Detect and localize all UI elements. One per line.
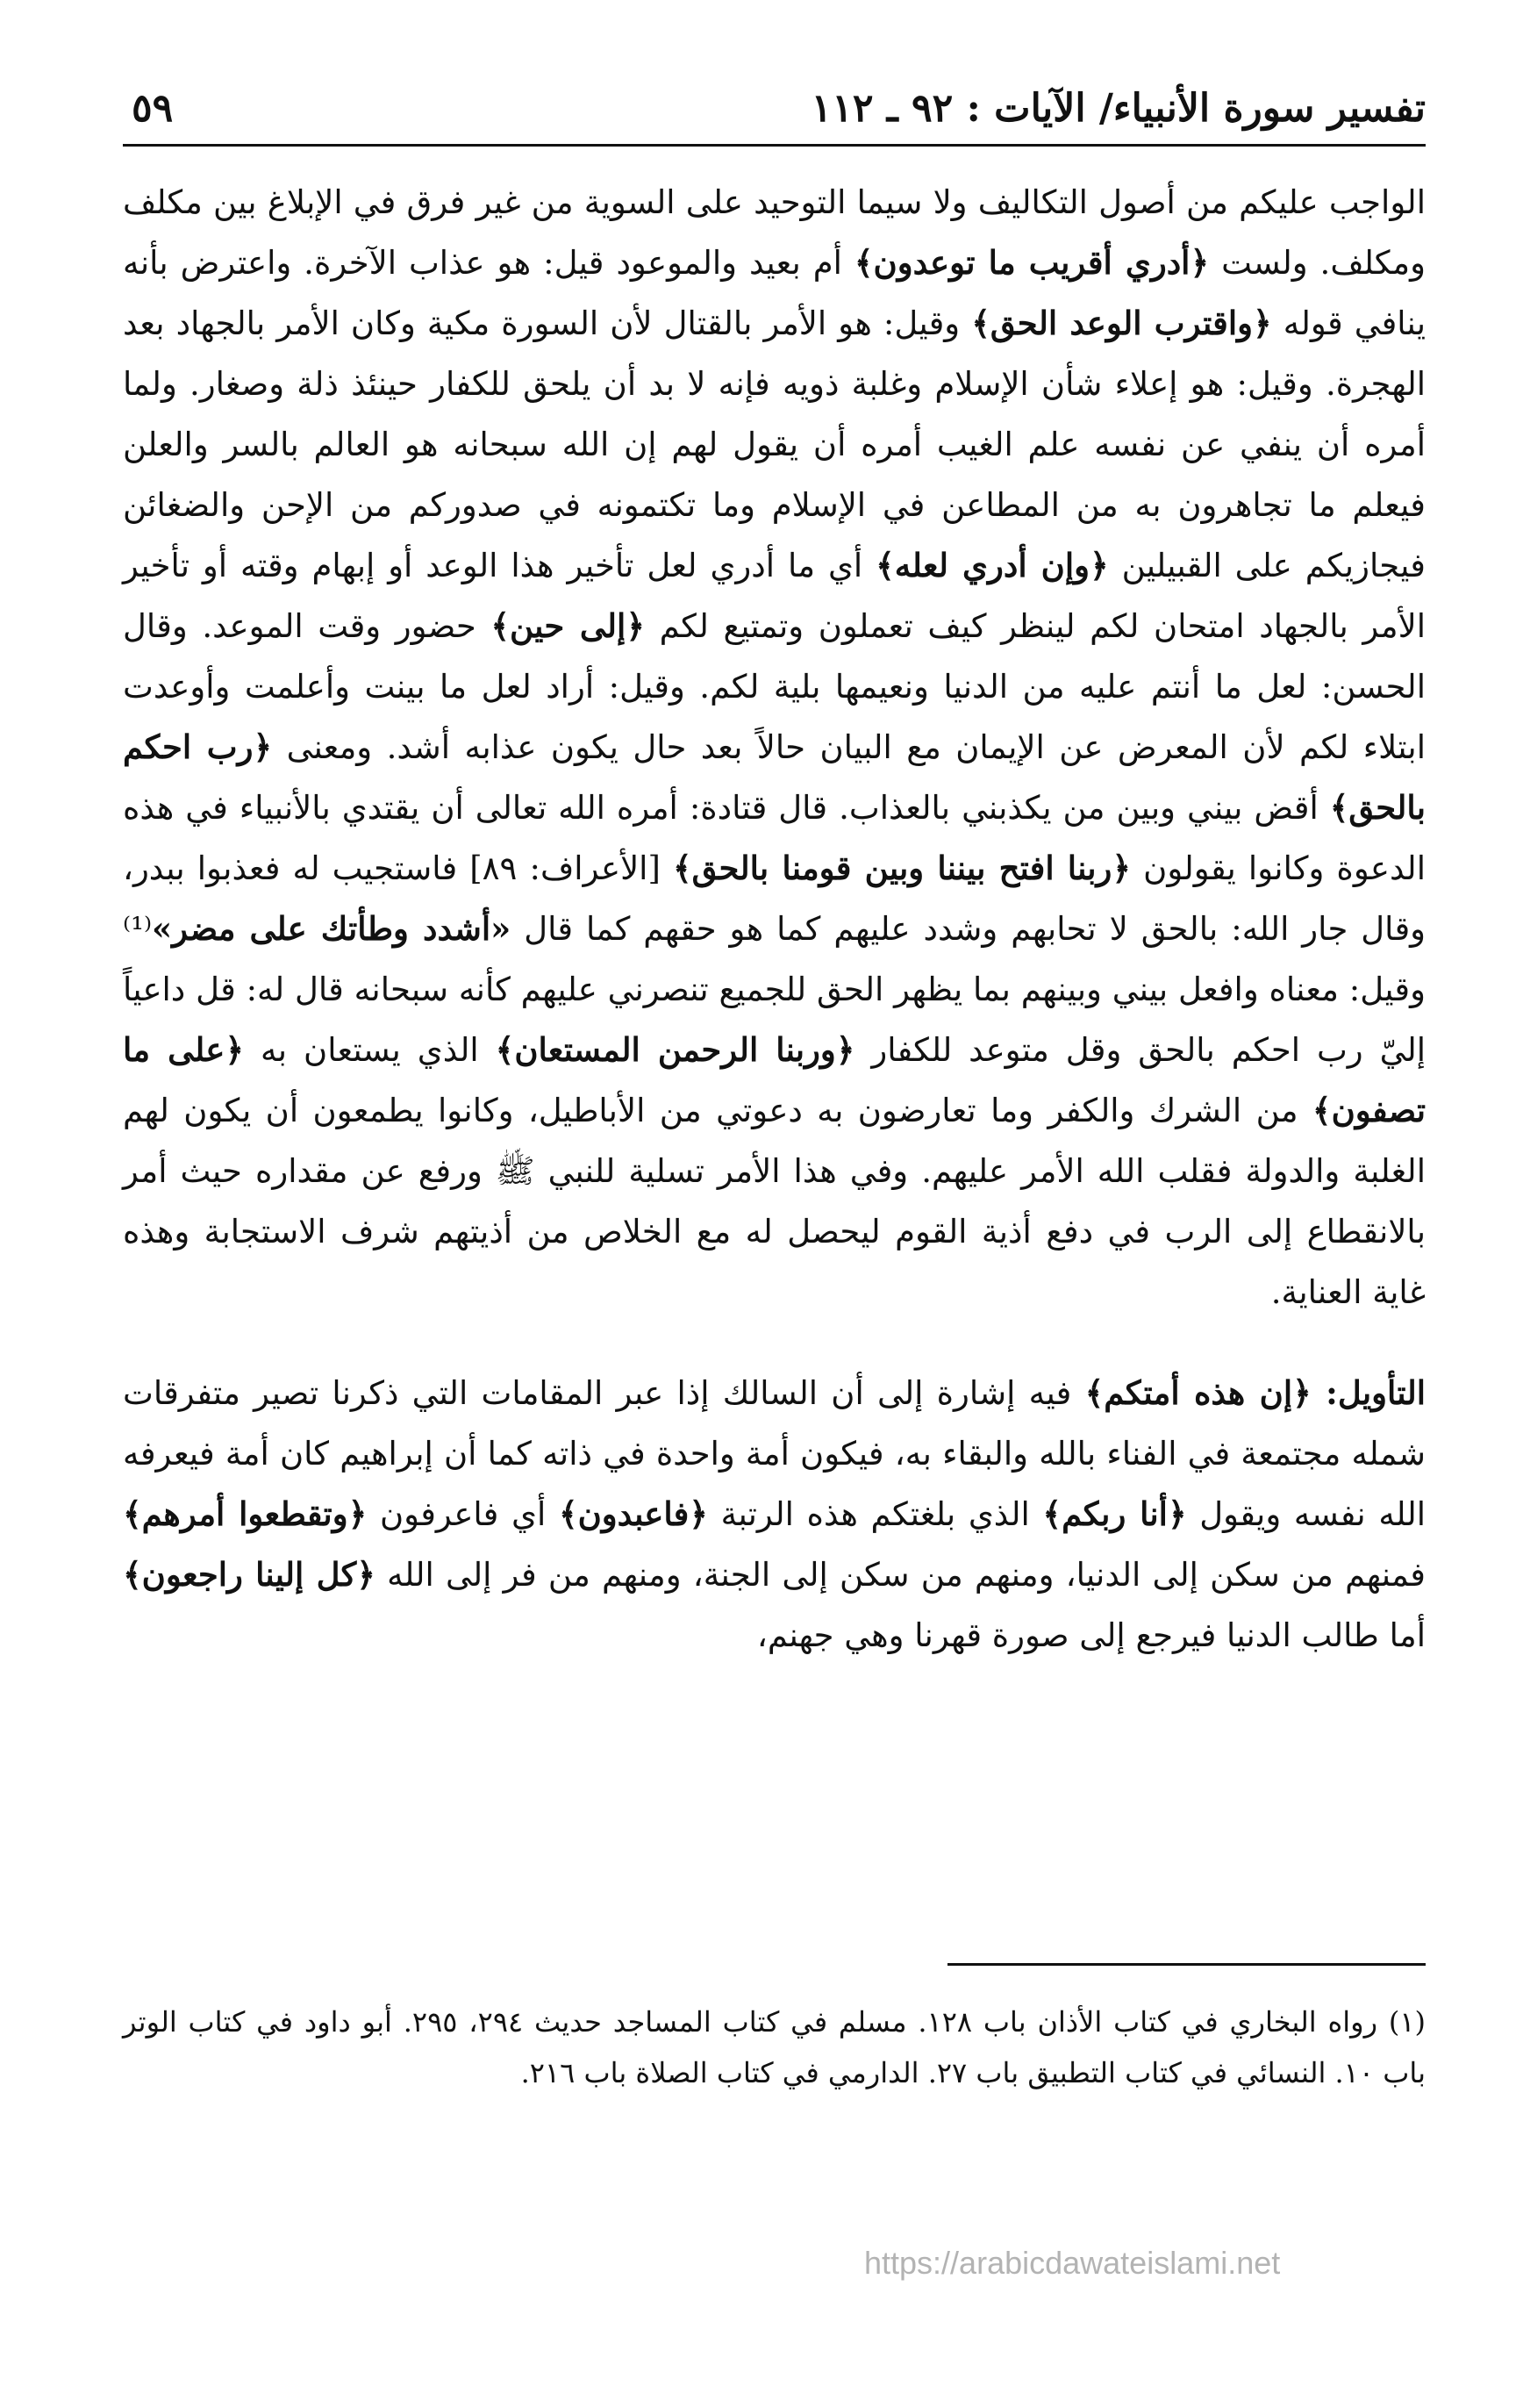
text-run: وقيل: هو الأمر بالقتال لأن السورة مكية وكان الأمر بالجهاد بعد الهجرة. وقيل: هو إعلاء شأن الإسلام وغلبة ذويه فإنه لا بد أن يلحق للكفار حينئذ ذلة وصغار. ولما أمره أن ينفي عن نفسه علم الغيب أمره أن يقول لهم إن الله سبحانه هو العالم بالسر والعلن فيعلم ما تجاهرون به من المطاعن في الإسلام وما تكتمونه في صدوركم من الإحن والضغائن فيجازيكم على القبيلين <box>123 305 1426 584</box>
quoted-verse: ﴿أدري أقريب ما توعدون﴾ <box>854 243 1210 282</box>
quoted-verse: ﴿وربنا الرحمن المستعان﴾ <box>495 1030 855 1069</box>
running-title: تفسير سورة الأنبياء/ الآيات : ٩٢ ـ ١١٢ <box>811 86 1426 131</box>
quoted-verse: ﴿وتقطعوا أمرهم﴾ <box>123 1494 368 1533</box>
quoted-verse: ﴿وإن أدري لعله﴾ <box>876 546 1109 584</box>
quoted-verse: ﴿إن هذه أمتكم﴾ <box>1084 1373 1312 1412</box>
text-run: من الشرك والكفر وما تعارضون به دعوتي من الأباطيل، وكانوا يطمعون أن يكون لهم الغلبة والدولة فقلب الله الأمر عليهم. وفي هذا الأمر تسلية للنبي ﷺ ورفع عن مقداره حيث أمر بالانقطاع إلى الرب في دفع أذية القوم ليحصل له مع الخلاص من أذيتهم شرف الاستجابة وهذه غاية العناية. <box>123 1092 1426 1311</box>
quoted-verse: ﴿على ما تصفون﴾ <box>123 1030 1426 1129</box>
footnotes <box>123 1996 1426 2098</box>
text-run: ⁽¹⁾ وقيل: معناه وافعل بيني وبينهم بما يظهر الحق للجميع تنصرني عليهم كأنه سبحانه قال له: قل داعياً إليّ رب احكم بالحق وقل متوعد للكفار <box>123 910 1426 1069</box>
text-run: الواجب عليكم من أصول التكاليف ولا سيما التوحيد على السوية من غير فرق في الإبلاغ بين مكلف ومكلف. ولست <box>123 183 1426 282</box>
page-number: ٥٩ <box>132 86 174 131</box>
text-run: أي ما أدري لعل تأخير هذا الوعد أو إبهام وقته أو تأخير الأمر بالجهاد امتحان لكم لينظر كيف تعملون وتمتيع لكم <box>123 547 1426 645</box>
quoted-verse: ﴿فاعبدون﴾ <box>558 1494 708 1533</box>
text-run: الذي يستعان به <box>244 1031 496 1069</box>
text-run: فيه إشارة إلى أن السالك إذا عبر المقامات التي ذكرنا تصير متفرقات شمله مجتمعة في الفناء بالله والبقاء به، فيكون أمة واحدة في ذاته كما أن إبراهيم كان أمة فيعرفه الله نفسه ويقول <box>123 1374 1426 1533</box>
main-text <box>123 172 1426 1666</box>
quoted-verse: ﴿كل إلينا راجعون﴾ <box>123 1555 375 1594</box>
header-rule <box>123 144 1426 147</box>
quoted-verse: ﴿أنا ربكم﴾ <box>1042 1494 1187 1533</box>
page-header <box>123 81 1426 142</box>
paragraph-tawil <box>123 1363 1426 1666</box>
text-run: أقض بيني وبين من يكذبني بالعذاب. قال قتادة: أمره الله تعالى أن يقتدي بالأنبياء في هذه الدعوة وكانوا يقولون <box>123 789 1426 887</box>
footnote-rule <box>947 1963 1426 1966</box>
quoted-verse: ﴿ربنا افتح بيننا وبين قومنا بالحق﴾ <box>672 849 1132 887</box>
text-run: الذي بلغتكم هذه الرتبة <box>707 1495 1043 1533</box>
paragraph-tafsir <box>123 172 1426 1322</box>
text-run: أم بعيد والموعود قيل: هو عذاب الآخرة. واعترض بأنه ينافي قوله <box>123 244 1426 342</box>
text-run: فمنهم من سكن إلى الدنيا، ومنهم من سكن إلى الجنة، ومنهم من فر إلى الله <box>375 1556 1426 1594</box>
quoted-verse: ﴿إلى حين﴾ <box>490 606 645 645</box>
text-run: أي فاعرفون <box>367 1495 559 1533</box>
quoted-verse: «أشدد وطأتك على مضر» <box>152 909 511 948</box>
footnote-1: (١) رواه البخاري في كتاب الأذان باب ١٢٨. مسلم في كتاب المساجد حديث ٢٩٤، ٢٩٥. أبو داود في كتاب الوتر باب ١٠. النسائي في كتاب التطبيق باب ٢٧. الدارمي في كتاب الصلاة باب ٢١٦. <box>123 2005 1426 2089</box>
text-run: [الأعراف: ٨٩] فاستجيب له فعذبوا ببدر، وقال جار الله: بالحق لا تحابهم وشدد عليهم كما هو حقهم كما قال <box>123 849 1426 948</box>
text-run: أما طالب الدنيا فيرجع إلى صورة قهرنا وهي جهنم، <box>756 1616 1426 1654</box>
watermark-url: https://arabicdawateislami.net <box>864 2245 1281 2281</box>
quoted-verse: ﴿رب احكم بالحق﴾ <box>123 727 1426 827</box>
quoted-verse: التأويل: <box>1311 1373 1426 1412</box>
quoted-verse: ﴿واقترب الوعد الحق﴾ <box>971 304 1272 342</box>
text-run: حضور وقت الموعد. وقال الحسن: لعل ما أنتم عليه من الدنيا ونعيمها بلية لكم. وقيل: أراد لعل ما بينت وأعلمت وأوعدت ابتلاء لكم لأن المعرض عن الإيمان مع البيان حالاً بعد حال يكون عذابه أشد. ومعنى <box>123 607 1426 766</box>
